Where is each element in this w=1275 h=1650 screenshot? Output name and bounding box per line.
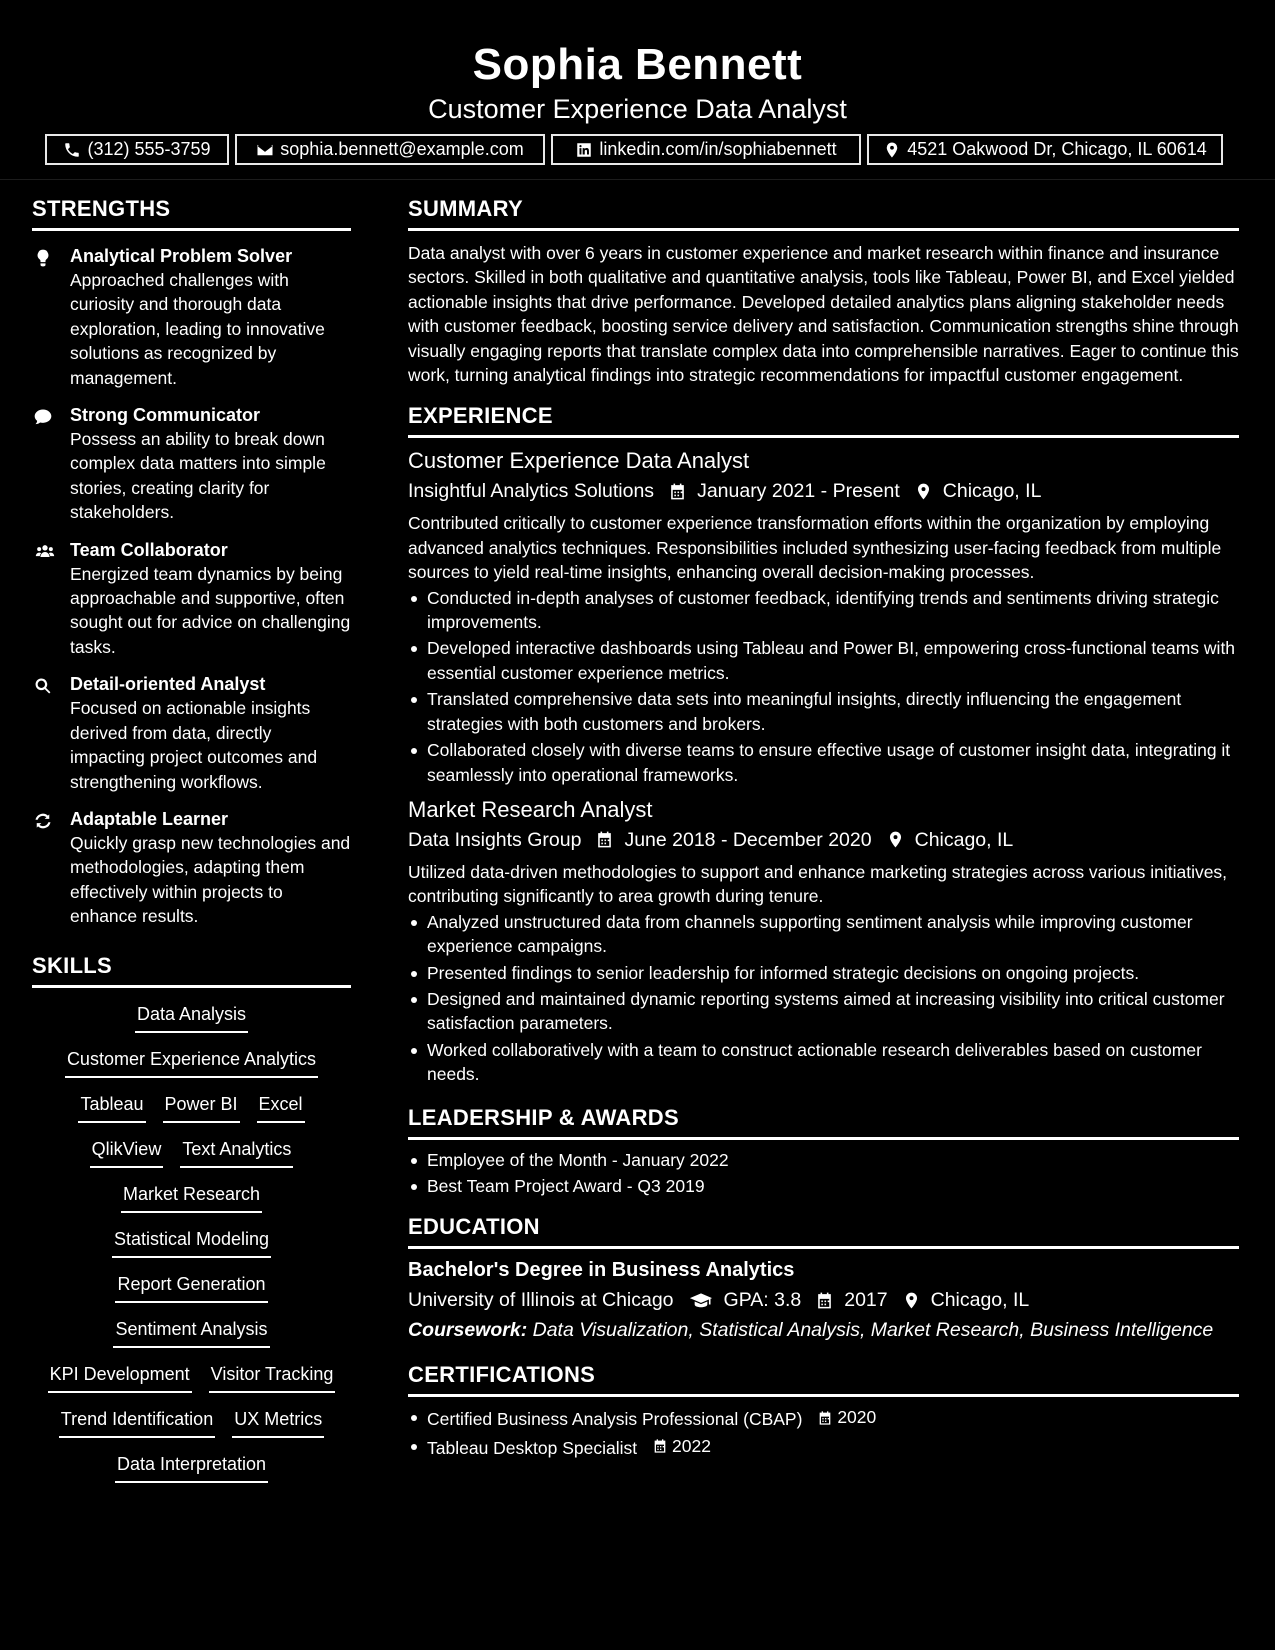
skill-tag: KPI Development <box>48 1362 192 1393</box>
strength-item <box>32 403 351 525</box>
job-meta <box>408 826 1239 854</box>
strengths-heading: STRENGTHS <box>32 196 351 231</box>
job-title: Market Research Analyst <box>408 796 653 822</box>
users-icon <box>33 542 57 562</box>
strength-desc: Energized team dynamics by being approachable and supportive, often sought out for advice on challenging tasks. <box>70 563 351 657</box>
calendar-icon <box>817 1410 833 1426</box>
skill-row <box>32 1317 351 1362</box>
list-item <box>408 1405 1239 1432</box>
education-degree: Bachelor's Degree in Business Analytics <box>408 1259 795 1282</box>
skill-row <box>32 1362 351 1407</box>
skill-tag: Trend Identification <box>59 1407 215 1438</box>
skill-row <box>32 1272 351 1317</box>
job-dates: January 2021 - Present <box>697 480 900 503</box>
skill-tag: Visitor Tracking <box>209 1362 336 1393</box>
contact-address-text: 4521 Oakwood Dr, Chicago, IL 60614 <box>907 139 1207 159</box>
skill-row <box>32 1407 351 1452</box>
calendar-icon <box>815 1291 834 1310</box>
job-location: Chicago, IL <box>942 480 1042 503</box>
education-gpa: GPA: 3.8 <box>723 1289 802 1312</box>
refresh-icon <box>33 811 53 831</box>
job-title: Customer Experience Data Analyst <box>408 448 750 474</box>
skill-tag: Tableau <box>78 1092 145 1123</box>
contact-phone-text: (312) 555-3759 <box>87 139 211 159</box>
skill-tag: Market Research <box>121 1182 262 1213</box>
contact-phone[interactable] <box>45 134 229 165</box>
coursework-label: Coursework: <box>408 1319 528 1342</box>
list-item: Translated comprehensive data sets into meaningful insights, directly influencing the engagement strategies with both customers and brokers. <box>408 687 1239 736</box>
skill-row <box>32 1137 351 1182</box>
job-entry <box>408 447 1239 786</box>
list-item: Analyzed unstructured data from channels supporting sentiment analysis while improving customer experience campaigns. <box>408 910 1239 959</box>
graduation-cap-icon <box>688 1291 714 1310</box>
calendar-icon <box>668 482 687 501</box>
strength-desc: Focused on actionable insights derived from data, directly impacting project outcomes and strengthening workflows. <box>70 698 318 792</box>
skill-tag: Data Interpretation <box>115 1452 268 1483</box>
list-item: Conducted in-depth analyses of customer feedback, identifying trends and sentiments driving strategic improvements. <box>408 586 1239 635</box>
cert-name: Tableau Desktop Specialist <box>427 1438 638 1459</box>
skill-tag: UX Metrics <box>232 1407 324 1438</box>
strength-desc: Quickly grasp new technologies and methodologies, adapting them effectively within projects to enhance results. <box>70 832 351 927</box>
strength-title: Analytical Problem Solver <box>70 246 293 266</box>
summary-text: Data analyst with over 6 years in customer experience and market research within finance and insurance sectors. Skilled in both qualitative and quantitative analysis, tools like Tableau, Power BI, and Excel yielded actionable insights that drive performance. Developed detailed analytics plans aligning stakeholder needs with customer feedback, boosting service delivery and satisfaction. Communication strengths shine through visually engaging reports that translate complex data into comprehensible narratives. Eager to continue this work, turning analytical findings into strategic recommendations for impactful customer engagement. <box>408 243 1239 386</box>
contact-linkedin-text: linkedin.com/in/sophiabennett <box>599 139 837 159</box>
list-item: Employee of the Month - January 2022 <box>408 1148 1239 1172</box>
education-coursework <box>408 1316 1239 1344</box>
certifications-heading: CERTIFICATIONS <box>408 1362 1239 1397</box>
skill-tag: QlikView <box>90 1137 164 1168</box>
job-company: Insightful Analytics Solutions <box>408 480 655 503</box>
skill-tag: Sentiment Analysis <box>113 1317 269 1348</box>
skill-row <box>32 1452 351 1497</box>
skill-row <box>32 1047 351 1092</box>
skill-row <box>32 1227 351 1272</box>
leadership-list <box>408 1148 1239 1199</box>
strength-item <box>32 807 351 929</box>
envelope-icon <box>256 141 274 159</box>
experience-heading: EXPERIENCE <box>408 403 1239 438</box>
leadership-heading: LEADERSHIP & AWARDS <box>408 1105 1239 1140</box>
calendar-icon <box>652 1438 668 1454</box>
map-pin-icon <box>902 1291 921 1310</box>
summary-heading: SUMMARY <box>408 196 1239 231</box>
strength-title: Team Collaborator <box>70 539 228 560</box>
map-pin-icon <box>883 141 901 159</box>
job-company: Data Insights Group <box>408 828 582 851</box>
resume-header <box>0 0 1275 180</box>
skill-tag: Text Analytics <box>180 1137 293 1168</box>
job-location: Chicago, IL <box>914 828 1014 851</box>
contact-email-text: sophia.bennett@example.com <box>280 139 524 159</box>
skills-heading: SKILLS <box>32 953 351 988</box>
map-pin-icon <box>914 482 933 501</box>
list-item <box>408 1434 1239 1461</box>
strength-desc: Approached challenges with curiosity and thorough data exploration, leading to innovative solutions as recognized by management. <box>70 270 325 388</box>
skill-row <box>32 1092 351 1137</box>
speech-bubble-icon <box>33 407 53 427</box>
strength-desc: Possess an ability to break down complex data matters into simple stories, creating clarity for stakeholders. <box>70 429 326 523</box>
cert-year: 2022 <box>672 1435 711 1456</box>
strength-title: Strong Communicator <box>70 405 261 426</box>
search-icon <box>33 676 53 696</box>
education-location: Chicago, IL <box>930 1289 1030 1312</box>
map-pin-icon <box>886 830 905 849</box>
list-item: Developed interactive dashboards using Tableau and Power BI, empowering cross-functional teams with essential customer experience metrics. <box>408 636 1239 685</box>
cert-name: Certified Business Analysis Professional (CBAP) <box>427 1409 803 1430</box>
strength-item <box>32 538 351 660</box>
candidate-title: Customer Experience Data Analyst <box>428 94 847 124</box>
strength-title: Detail-oriented Analyst <box>70 674 266 695</box>
contact-email[interactable] <box>235 134 545 165</box>
skill-tag: Excel <box>257 1092 305 1123</box>
list-item: Collaborated closely with diverse teams to ensure effective usage of customer insight data, integrating it seamlessly into operational frameworks. <box>408 738 1239 787</box>
skill-tag: Customer Experience Analytics <box>65 1047 318 1078</box>
coursework-text: Data Visualization, Statistical Analysis, Market Research, Business Intelligence <box>532 1319 1214 1342</box>
phone-icon <box>63 141 81 159</box>
calendar-icon <box>595 830 614 849</box>
job-meta <box>408 477 1239 505</box>
job-entry <box>408 796 1239 1087</box>
skill-tag: Report Generation <box>115 1272 267 1303</box>
list-item: Presented findings to senior leadership for informed strategic decisions on ongoing projects. <box>408 961 1239 985</box>
candidate-name: Sophia Bennett <box>472 40 803 89</box>
skill-row <box>32 1182 351 1227</box>
education-year: 2017 <box>844 1289 888 1312</box>
certifications-list <box>408 1405 1239 1460</box>
skills-list <box>32 1002 351 1497</box>
education-heading: EDUCATION <box>408 1214 1239 1249</box>
left-column <box>32 196 351 1497</box>
list-item: Best Team Project Award - Q3 2019 <box>408 1174 1239 1198</box>
strength-item <box>32 672 351 794</box>
cert-year: 2020 <box>837 1407 877 1428</box>
contact-linkedin[interactable] <box>551 134 861 165</box>
skill-tag: Statistical Modeling <box>112 1227 271 1258</box>
lightbulb-icon <box>33 248 53 268</box>
education-entry <box>408 1256 1239 1344</box>
job-bullets <box>408 910 1239 1087</box>
job-dates: June 2018 - December 2020 <box>624 828 872 851</box>
job-description: Contributed critically to customer experience transformation efforts within the organization by employing advanced analytics techniques. Responsibilities included synthesizing user-facing feedback from multiple sources to yield real-time insights, enhancing overall decision-making processes. <box>408 513 1222 583</box>
linkedin-icon <box>575 141 593 159</box>
list-item: Worked collaboratively with a team to construct actionable research deliverables based on customer needs. <box>408 1038 1239 1087</box>
education-meta <box>408 1286 1239 1314</box>
list-item: Designed and maintained dynamic reporting systems aimed at increasing visibility into critical customer satisfaction parameters. <box>408 987 1239 1036</box>
skill-tag: Data Analysis <box>135 1002 248 1033</box>
skill-tag: Power BI <box>163 1092 240 1123</box>
skill-row <box>32 1002 351 1047</box>
strength-title: Adaptable Learner <box>70 808 229 829</box>
job-bullets <box>408 586 1239 787</box>
job-description: Utilized data-driven methodologies to support and enhance marketing strategies across various initiatives, contributing significantly to area growth during tenure. <box>408 861 1228 907</box>
education-school: University of Illinois at Chicago <box>408 1289 674 1312</box>
right-column <box>408 196 1239 1463</box>
strength-item <box>32 244 351 390</box>
contact-address[interactable] <box>867 134 1223 165</box>
